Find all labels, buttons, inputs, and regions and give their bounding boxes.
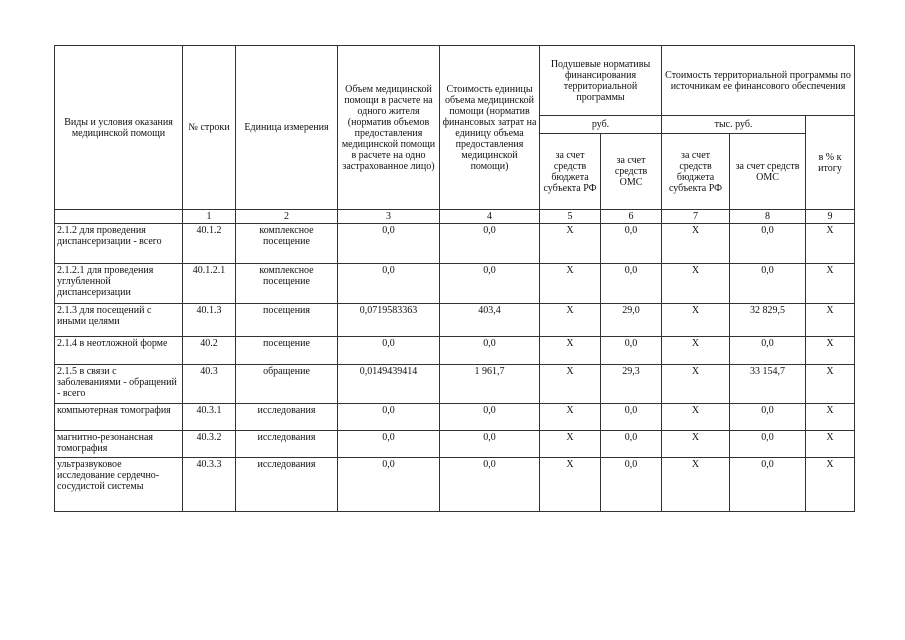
row-budget-rub: Х — [540, 365, 601, 404]
row-unit: исследования — [236, 431, 338, 458]
index-cell — [55, 210, 183, 224]
row-name: 2.1.3 для посещений с иными целями — [55, 304, 183, 337]
row-unit-cost: 1 961,7 — [440, 365, 540, 404]
row-unit-cost: 0,0 — [440, 458, 540, 512]
index-cell: 5 — [540, 210, 601, 224]
row-code: 40.2 — [183, 337, 236, 365]
row-volume: 0,0 — [338, 337, 440, 365]
row-volume: 0,0 — [338, 431, 440, 458]
row-name: 2.1.5 в связи с заболеваниями - обращений - всего — [55, 365, 183, 404]
row-volume: 0,0 — [338, 404, 440, 431]
row-unit-cost: 403,4 — [440, 304, 540, 337]
row-name: 2.1.4 в неотложной форме — [55, 337, 183, 365]
index-cell: 2 — [236, 210, 338, 224]
row-unit: исследования — [236, 458, 338, 512]
row-unit: посещения — [236, 304, 338, 337]
row-unit-cost: 0,0 — [440, 431, 540, 458]
table-row — [55, 224, 855, 264]
row-oms-trub: 0,0 — [730, 458, 806, 512]
header-oms-trub: за счет средств ОМС — [730, 134, 806, 210]
table-row — [55, 431, 855, 458]
index-cell: 6 — [601, 210, 662, 224]
index-cell: 7 — [662, 210, 730, 224]
header-volume: Объем медицинской помощи в расчете на одного жителя (норматив объемов предоставления медицинской помощи в расчете на одно застрахованное лицо) — [338, 46, 440, 210]
row-volume: 0,0719583363 — [338, 304, 440, 337]
index-cell: 4 — [440, 210, 540, 224]
row-oms-trub: 0,0 — [730, 264, 806, 304]
index-cell: 3 — [338, 210, 440, 224]
table-row — [55, 458, 855, 512]
row-budget-rub: Х — [540, 337, 601, 365]
table-row — [55, 365, 855, 404]
row-unit-cost: 0,0 — [440, 224, 540, 264]
row-name: ультразвуковое исследование сердечно-сосудистой системы — [55, 458, 183, 512]
row-budget-rub: Х — [540, 264, 601, 304]
header-unit: Единица измерения — [236, 46, 338, 210]
table-row — [55, 304, 855, 337]
row-oms-rub: 29,3 — [601, 365, 662, 404]
row-oms-rub: 0,0 — [601, 404, 662, 431]
row-oms-trub: 0,0 — [730, 431, 806, 458]
row-oms-rub: 0,0 — [601, 337, 662, 365]
row-oms-rub: 0,0 — [601, 224, 662, 264]
row-code: 40.3 — [183, 365, 236, 404]
index-cell: 1 — [183, 210, 236, 224]
row-unit-cost: 0,0 — [440, 404, 540, 431]
row-oms-trub: 0,0 — [730, 224, 806, 264]
row-code: 40.1.2.1 — [183, 264, 236, 304]
financing-table — [54, 45, 855, 512]
header-percent: в % к итогу — [806, 116, 855, 210]
row-unit-cost: 0,0 — [440, 337, 540, 365]
table-row — [55, 264, 855, 304]
row-budget-trub: Х — [662, 337, 730, 365]
row-volume: 0,0 — [338, 224, 440, 264]
row-name: 2.1.2.1 для проведения углубленной диспансеризации — [55, 264, 183, 304]
row-percent: Х — [806, 224, 855, 264]
row-budget-trub: Х — [662, 431, 730, 458]
row-budget-rub: Х — [540, 304, 601, 337]
row-percent: Х — [806, 404, 855, 431]
index-cell: 8 — [730, 210, 806, 224]
row-budget-trub: Х — [662, 224, 730, 264]
row-unit: комплексное посещение — [236, 224, 338, 264]
row-budget-trub: Х — [662, 458, 730, 512]
row-budget-trub: Х — [662, 365, 730, 404]
row-oms-rub: 0,0 — [601, 264, 662, 304]
header-per-capita: Подушевые нормативы финансирования территориальной программы — [540, 46, 662, 116]
header-program-cost: Стоимость территориальной программы по источникам ее финансового обеспечения — [662, 46, 855, 116]
row-percent: Х — [806, 264, 855, 304]
row-budget-trub: Х — [662, 264, 730, 304]
index-cell: 9 — [806, 210, 855, 224]
row-oms-trub: 0,0 — [730, 404, 806, 431]
row-code: 40.3.1 — [183, 404, 236, 431]
header-oms-rub: за счет средств ОМС — [601, 134, 662, 210]
row-code: 40.1.3 — [183, 304, 236, 337]
row-unit: комплексное посещение — [236, 264, 338, 304]
row-percent: Х — [806, 337, 855, 365]
row-budget-rub: Х — [540, 431, 601, 458]
header-unit-cost: Стоимость единицы объема медицинской помощи (норматив финансовых затрат на единицу объема предоставления медицинской помощи) — [440, 46, 540, 210]
row-unit-cost: 0,0 — [440, 264, 540, 304]
row-name: магнитно-резонансная томография — [55, 431, 183, 458]
row-oms-trub: 0,0 — [730, 337, 806, 365]
row-oms-trub: 33 154,7 — [730, 365, 806, 404]
row-volume: 0,0 — [338, 458, 440, 512]
row-oms-rub: 0,0 — [601, 458, 662, 512]
row-percent: Х — [806, 431, 855, 458]
row-name: 2.1.2 для проведения диспансеризации - всего — [55, 224, 183, 264]
row-unit: исследования — [236, 404, 338, 431]
row-oms-trub: 32 829,5 — [730, 304, 806, 337]
row-budget-rub: Х — [540, 458, 601, 512]
row-unit: обращение — [236, 365, 338, 404]
row-volume: 0,0149439414 — [338, 365, 440, 404]
row-oms-rub: 29,0 — [601, 304, 662, 337]
table-row — [55, 404, 855, 431]
row-code: 40.3.3 — [183, 458, 236, 512]
row-code: 40.3.2 — [183, 431, 236, 458]
row-code: 40.1.2 — [183, 224, 236, 264]
row-name: компьютерная томография — [55, 404, 183, 431]
row-percent: Х — [806, 458, 855, 512]
header-kinds: Виды и условия оказания медицинской помощи — [55, 46, 183, 210]
row-oms-rub: 0,0 — [601, 431, 662, 458]
row-volume: 0,0 — [338, 264, 440, 304]
row-budget-rub: Х — [540, 404, 601, 431]
row-unit: посещение — [236, 337, 338, 365]
header-row-number: № строки — [183, 46, 236, 210]
header-unit-trub: тыс. руб. — [662, 116, 806, 134]
header-budget-trub: за счет средств бюджета субъекта РФ — [662, 134, 730, 210]
row-percent: Х — [806, 365, 855, 404]
row-percent: Х — [806, 304, 855, 337]
header-budget-rub: за счет средств бюджета субъекта РФ — [540, 134, 601, 210]
row-budget-rub: Х — [540, 224, 601, 264]
row-budget-trub: Х — [662, 404, 730, 431]
row-budget-trub: Х — [662, 304, 730, 337]
table-row — [55, 337, 855, 365]
header-unit-rub: руб. — [540, 116, 662, 134]
